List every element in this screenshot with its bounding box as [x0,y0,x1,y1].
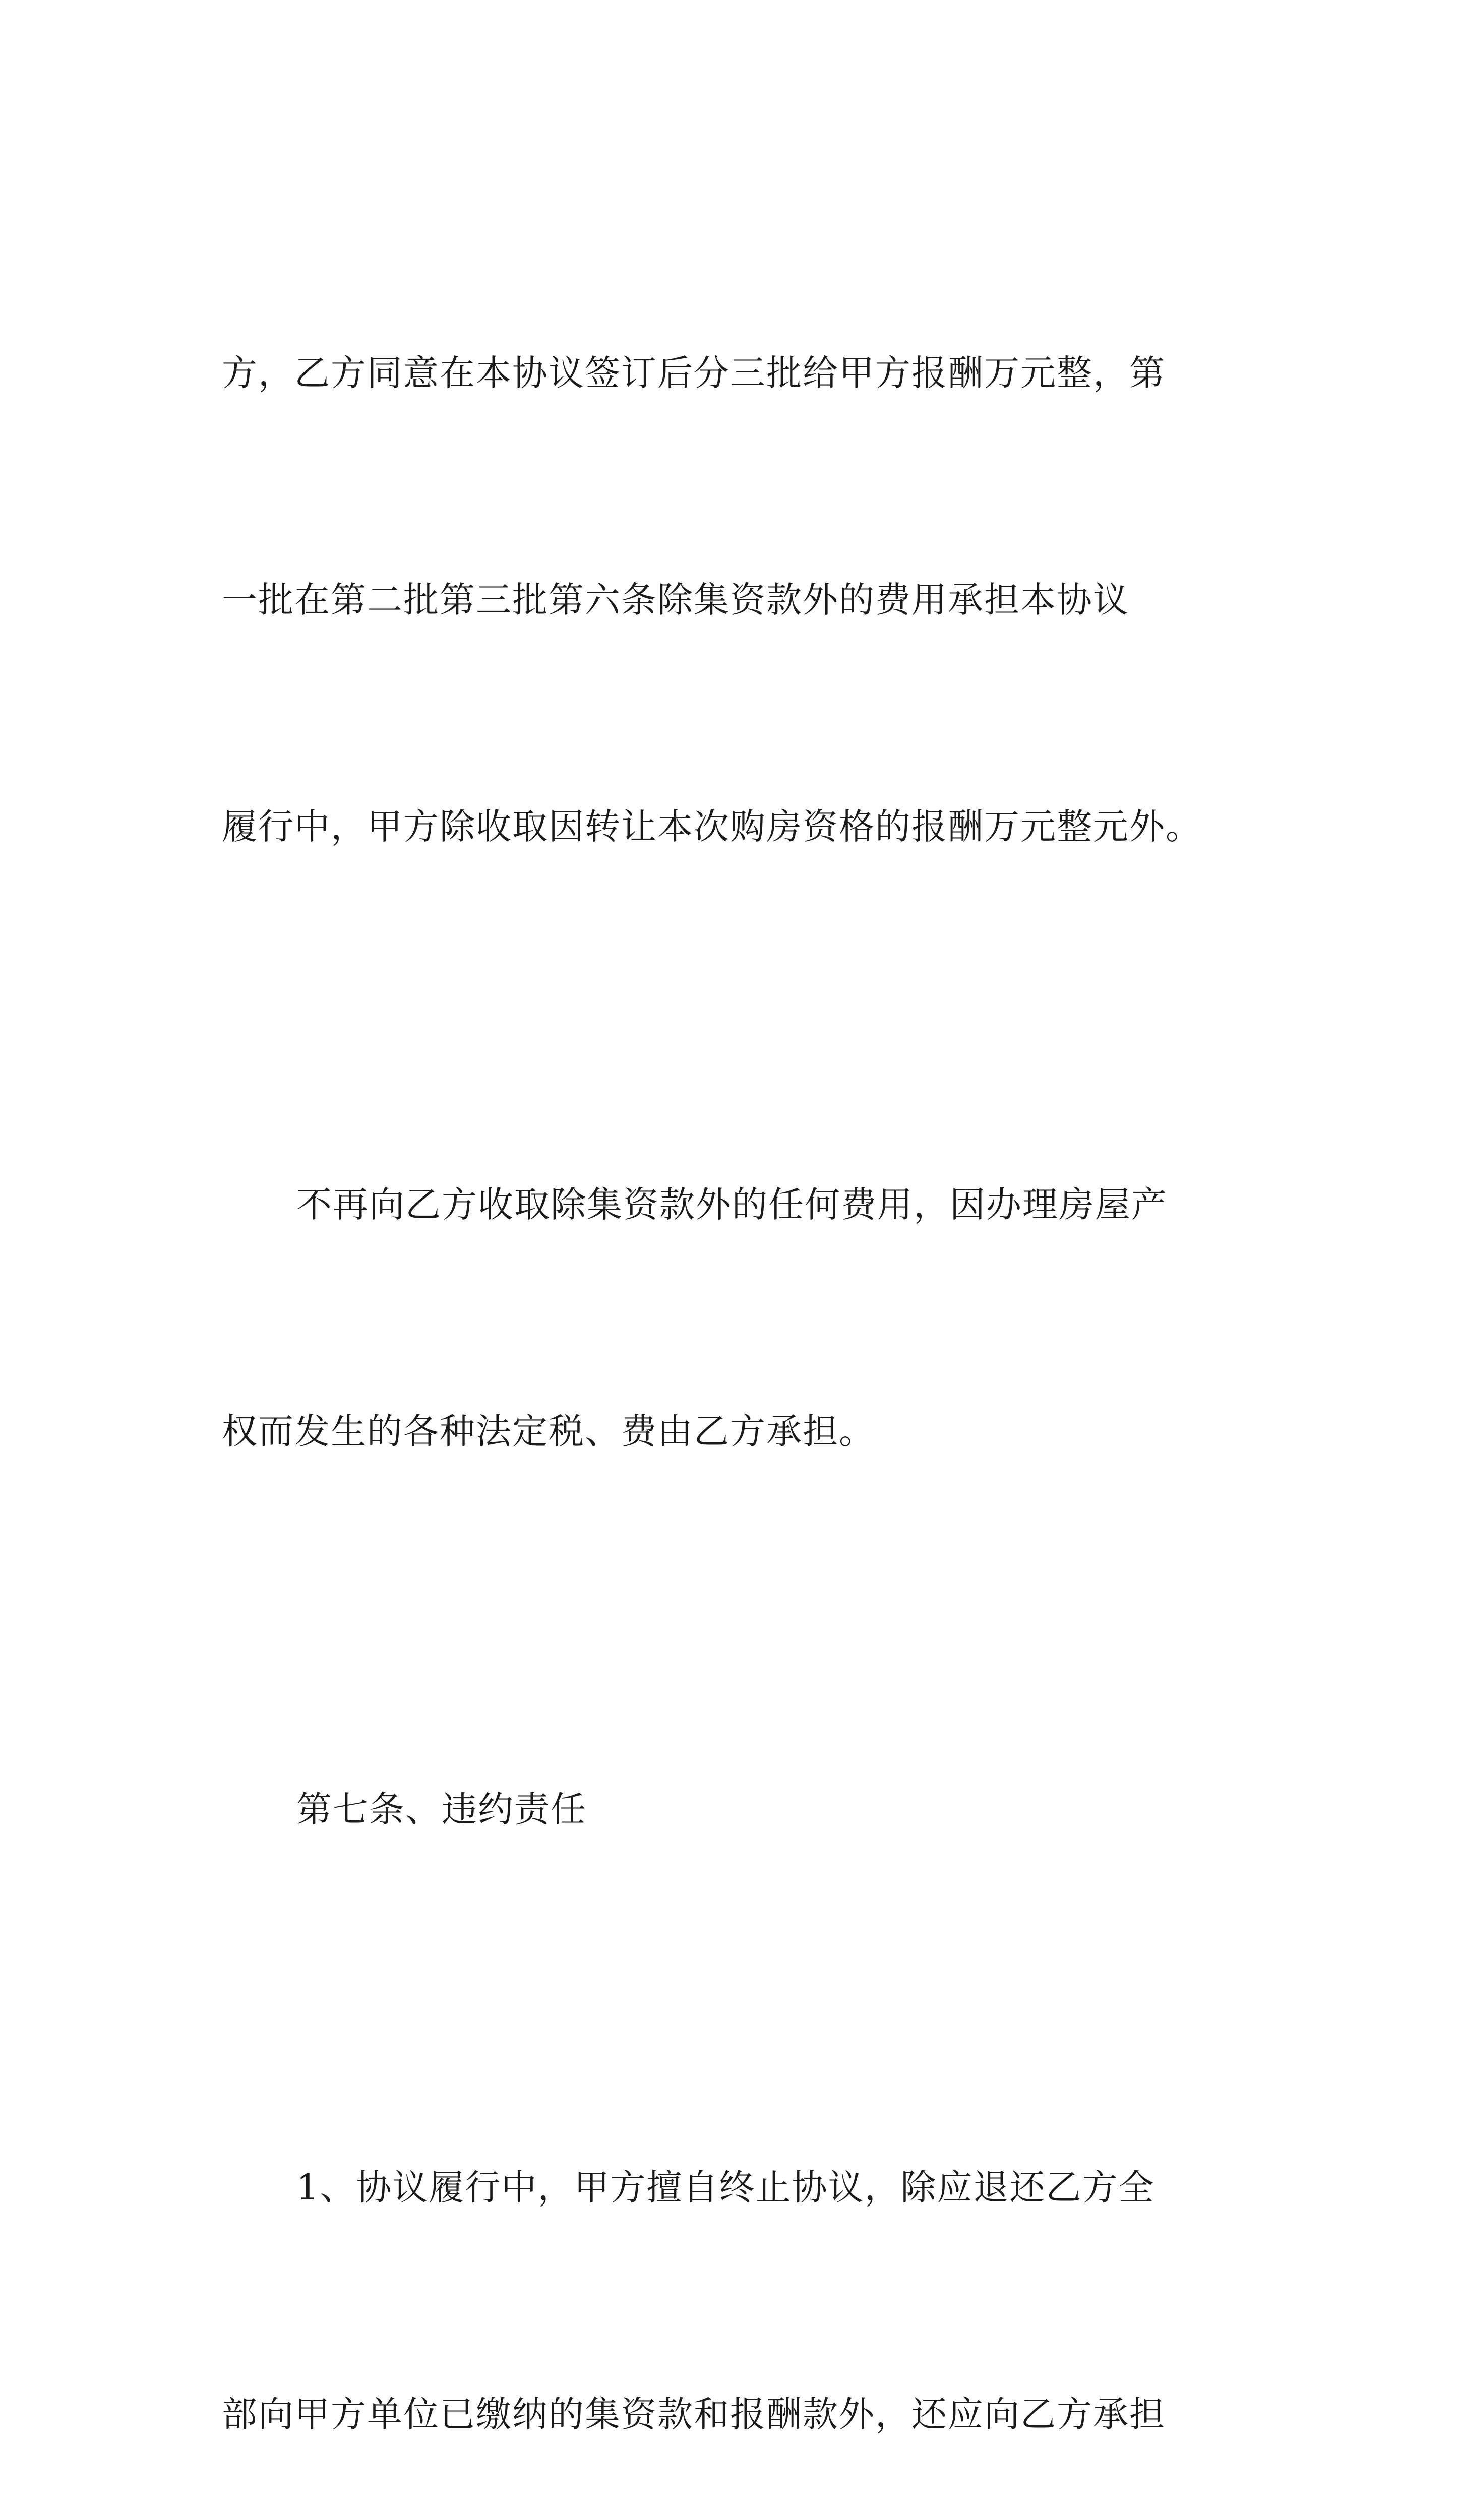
paragraph-breach-party-a [222,1998,1296,2520]
text-line: 权而发生的各种法定税、费由乙方承担。 [222,1411,875,1452]
text-line: 履行中，甲方除收取因转让本次购房资格的报酬万元整元外。 [222,806,1202,847]
paragraph-fees [222,1016,1296,1620]
text-line: 不再向乙方收取除集资款外的任何费用，因办理房屋产 [296,1184,1168,1225]
text-line: 一批在第二批第三批第六条除集资款外的费用承担本协议 [222,579,1129,620]
text-line: 第七条、违约责任 [296,1789,587,1830]
section-heading-article-7 [222,1620,1296,1998]
text-line: 部向甲方单位已缴纳的集资款和报酬款外，还应向乙方承担 [222,2393,1166,2435]
text-line: 1、协议履行中，甲方擅自终止协议，除应退还乙方全 [296,2167,1155,2208]
text-line: 方，乙方同意在本协议签订后分三批给甲方报酬万元整，第 [222,352,1166,394]
paragraph-payment-terms [222,184,1296,1016]
document-body [222,184,1296,2520]
